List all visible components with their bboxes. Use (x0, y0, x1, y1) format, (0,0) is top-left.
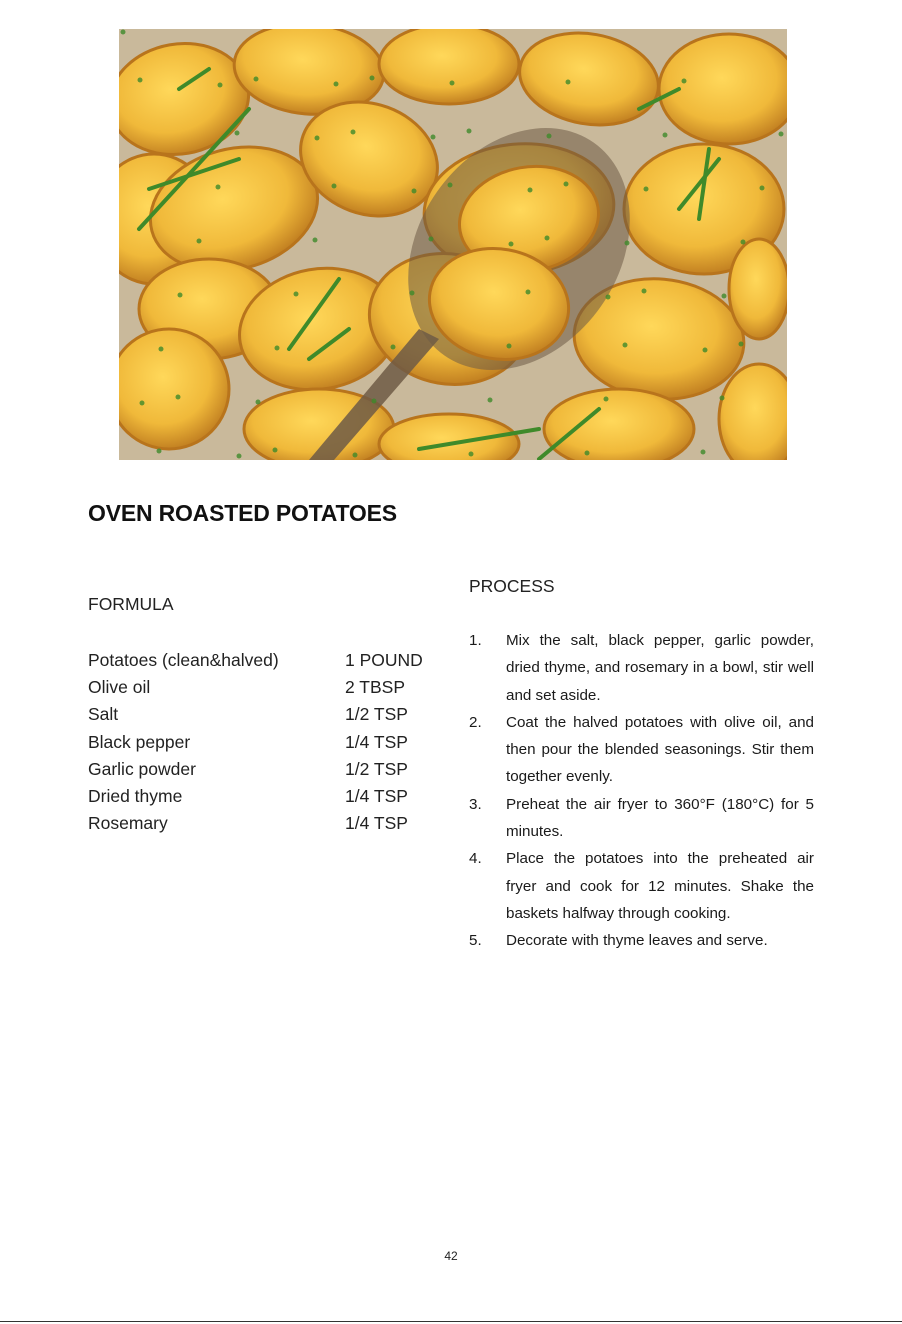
ingredient-name: Black pepper (88, 731, 191, 752)
thyme-fleck (760, 186, 765, 191)
thyme-fleck (545, 236, 550, 241)
potato-half (379, 29, 519, 104)
thyme-fleck (564, 182, 569, 187)
thyme-fleck (176, 395, 181, 400)
ingredient-name: Salt (88, 704, 119, 725)
thyme-fleck (528, 188, 533, 193)
ingredient-quantity: 1/4 TSP (345, 813, 408, 834)
thyme-fleck (353, 453, 358, 458)
thyme-fleck (507, 344, 512, 349)
thyme-fleck (273, 448, 278, 453)
thyme-fleck (663, 133, 668, 138)
thyme-fleck (431, 135, 436, 140)
step-text: Decorate with thyme leaves and serve. (506, 932, 768, 950)
process-step (469, 709, 814, 791)
ingredient-row (88, 647, 448, 674)
thyme-fleck (642, 289, 647, 294)
step-text: Mix the salt, black pepper, garlic powder, dried thyme, and rosemary in a bowl, stir well and set aside. (506, 632, 814, 704)
step-number: 3. (469, 795, 482, 813)
thyme-fleck (372, 399, 377, 404)
step-number: 5. (469, 932, 482, 950)
thyme-fleck (526, 290, 531, 295)
thyme-fleck (138, 78, 143, 83)
thyme-fleck (410, 291, 415, 296)
step-text: Coat the halved potatoes with olive oil, and then pour the blended seasonings. Stir them together evenly. (506, 713, 814, 786)
thyme-fleck (315, 136, 320, 141)
thyme-fleck (235, 131, 240, 136)
ingredient-row (88, 674, 448, 701)
recipe-photo (119, 29, 787, 460)
ingredient-row (88, 756, 448, 783)
ingredient-quantity: 1 POUND (345, 650, 423, 670)
thyme-fleck (429, 237, 434, 242)
thyme-fleck (450, 81, 455, 86)
thyme-fleck (334, 82, 339, 87)
thyme-fleck (469, 452, 474, 457)
thyme-fleck (566, 80, 571, 85)
ingredient-row (88, 783, 448, 810)
ingredient-row (88, 729, 448, 756)
thyme-fleck (585, 451, 590, 456)
process-heading: PROCESS (469, 576, 555, 596)
thyme-fleck (448, 183, 453, 188)
ingredient-name: Potatoes (clean&halved) (88, 650, 279, 670)
process-steps (469, 627, 814, 955)
thyme-fleck (313, 238, 318, 243)
thyme-fleck (370, 76, 375, 81)
thyme-fleck (741, 240, 746, 245)
process-step (469, 791, 814, 846)
ingredient-row (88, 701, 448, 728)
thyme-fleck (623, 343, 628, 348)
thyme-fleck (739, 342, 744, 347)
thyme-fleck (254, 77, 259, 82)
roasted-potatoes-photo (119, 29, 787, 460)
process-step (469, 627, 814, 709)
thyme-fleck (237, 454, 242, 459)
thyme-fleck (275, 346, 280, 351)
thyme-fleck (391, 345, 396, 350)
thyme-fleck (351, 130, 356, 135)
step-text: Place the potatoes into the preheated air fryer and cook for 12 minutes. Shake the baskets halfway through cooking. (506, 850, 814, 922)
ingredient-list (88, 647, 448, 837)
ingredient-name: Olive oil (88, 677, 151, 698)
process-step (469, 927, 814, 954)
step-number: 4. (469, 850, 482, 868)
thyme-fleck (256, 400, 261, 405)
ingredient-quantity: 2 TBSP (345, 677, 405, 698)
step-number: 1. (469, 632, 482, 649)
ingredient-name: Dried thyme (88, 785, 183, 806)
thyme-fleck (140, 401, 145, 406)
thyme-fleck (682, 79, 687, 84)
thyme-fleck (197, 239, 202, 244)
thyme-fleck (625, 241, 630, 246)
process-step (469, 845, 814, 927)
thyme-fleck (178, 293, 183, 298)
formula-heading: FORMULA (88, 594, 174, 614)
thyme-fleck (294, 292, 299, 297)
thyme-fleck (509, 242, 514, 247)
thyme-fleck (722, 294, 727, 299)
thyme-fleck (604, 397, 609, 402)
thyme-fleck (488, 398, 493, 403)
thyme-fleck (701, 450, 706, 455)
page-number: 42 (444, 1249, 458, 1263)
step-number: 2. (469, 713, 482, 731)
thyme-fleck (779, 132, 784, 137)
ingredient-name: Rosemary (88, 813, 168, 834)
ingredient-quantity: 1/4 TSP (345, 731, 408, 752)
thyme-fleck (332, 184, 337, 189)
thyme-fleck (216, 185, 221, 190)
ingredient-quantity: 1/4 TSP (345, 785, 408, 806)
thyme-fleck (547, 134, 552, 139)
ingredient-row (88, 810, 448, 837)
thyme-fleck (121, 30, 126, 35)
recipe-title: OVEN ROASTED POTATOES (88, 500, 397, 526)
thyme-fleck (720, 396, 725, 401)
step-text: Preheat the air fryer to 360°F (180°C) for 5 minutes. (506, 795, 814, 841)
thyme-fleck (159, 347, 164, 352)
thyme-fleck (606, 295, 611, 300)
ingredient-name: Garlic powder (88, 758, 196, 779)
potato-half (729, 239, 787, 339)
ingredient-quantity: 1/2 TSP (345, 758, 408, 779)
thyme-fleck (644, 187, 649, 192)
page-bottom-rule (0, 1321, 902, 1322)
potato-half (119, 329, 229, 449)
thyme-fleck (157, 449, 162, 454)
thyme-fleck (703, 348, 708, 353)
thyme-fleck (218, 83, 223, 88)
thyme-fleck (412, 189, 417, 194)
potato-half (544, 389, 694, 460)
ingredient-quantity: 1/2 TSP (345, 704, 408, 725)
thyme-fleck (467, 129, 472, 134)
